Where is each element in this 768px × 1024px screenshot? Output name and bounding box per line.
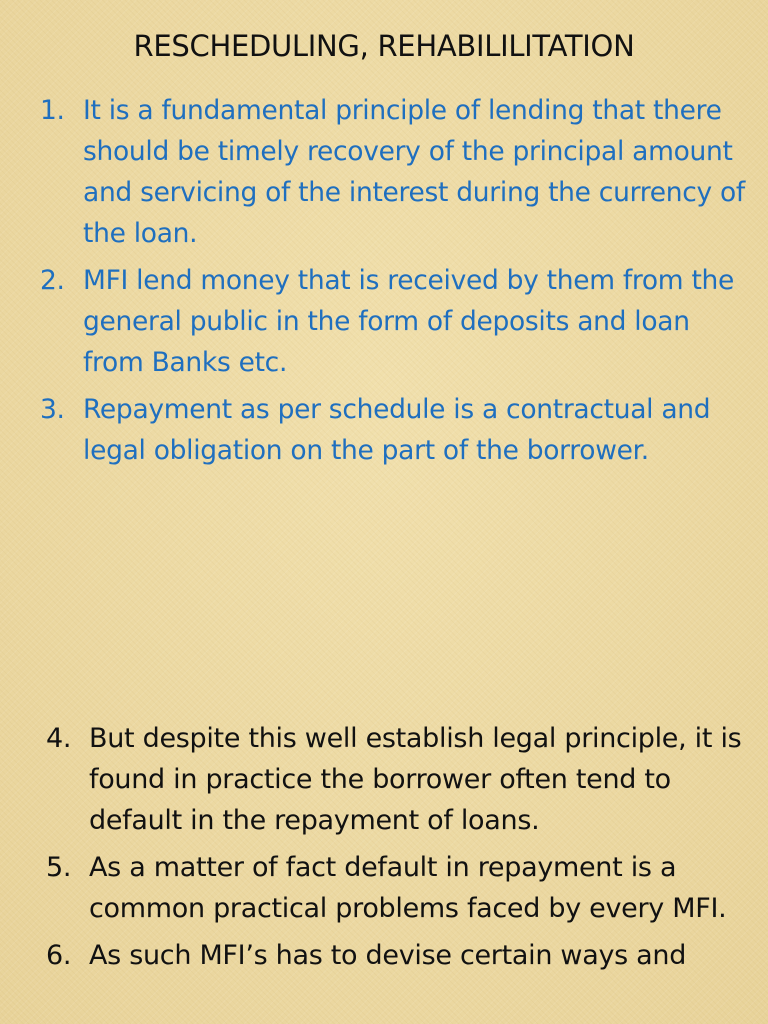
list-number: 5. xyxy=(46,852,72,883)
list-item-1 xyxy=(40,90,752,254)
list-item-5 xyxy=(46,847,746,929)
list-number: 6. xyxy=(46,940,72,971)
list-number: 4. xyxy=(46,723,72,754)
list-item-4 xyxy=(46,718,746,841)
list-item-text: As a matter of fact default in repayment is a common practical problems faced by every MFI. xyxy=(89,852,727,924)
list-item-text: It is a fundamental principle of lending that there should be timely recovery of the principal amount and servicing of the interest during the currency of the loan. xyxy=(83,95,745,249)
list-item-2 xyxy=(40,260,752,383)
list-item-text: But despite this well establish legal principle, it is found in practice the borrower often tend to default in the repayment of loans. xyxy=(89,723,742,836)
list-number: 3. xyxy=(40,394,65,425)
list-number: 1. xyxy=(40,95,65,126)
bottom-numbered-list xyxy=(46,718,746,982)
top-numbered-list xyxy=(40,90,752,477)
list-item-text: Repayment as per schedule is a contractual and legal obligation on the part of the borrower. xyxy=(83,394,711,466)
list-number: 2. xyxy=(40,265,65,296)
slide-title: RESCHEDULING, REHABILILITATION xyxy=(133,29,635,63)
list-item-3 xyxy=(40,389,752,471)
list-item-6 xyxy=(46,935,746,976)
list-item-text: As such MFI’s has to devise certain ways and xyxy=(89,940,687,971)
list-item-text: MFI lend money that is received by them from the general public in the form of deposits and loan from Banks etc. xyxy=(83,265,735,378)
